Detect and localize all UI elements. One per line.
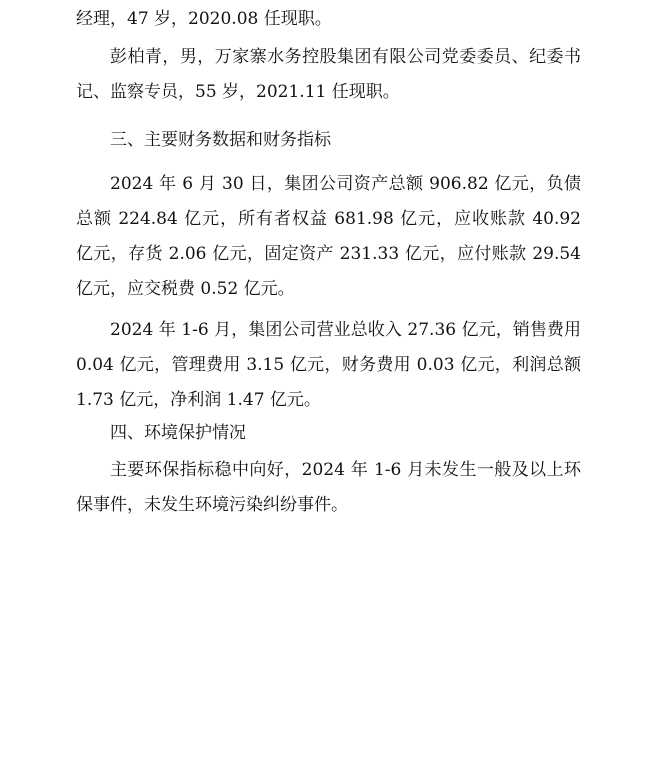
section-heading-financial: 三、主要财务数据和财务指标 — [110, 130, 331, 150]
section-heading-environment: 四、环境保护情况 — [110, 423, 246, 443]
paragraph-continuation: 经理，47 岁，2020.08 任现职。 — [76, 9, 332, 29]
paragraph-balance-sheet: 2024 年 6 月 30 日，集团公司资产总额 906.82 亿元，负债总额 224.84 亿元，所有者权益 681.98 亿元，应收账款 40.92 亿元，存货 2.06 亿元，固定资产 231.33 亿元，应付账款 29.54 亿元，应交税费 0.52 亿元。 — [76, 174, 581, 299]
paragraph-environment: 主要环保指标稳中向好，2024 年 1-6 月未发生一般及以上环保事件，未发生环境污染纠纷事件。 — [76, 460, 581, 515]
paragraph-peng-baiqing: 彭柏青，男，万家寨水务控股集团有限公司党委委员、纪委书记、监察专员，55 岁，2021.11 任现职。 — [76, 47, 581, 102]
paragraph-income-statement: 2024 年 1-6 月，集团公司营业总收入 27.36 亿元，销售费用 0.04 亿元，管理费用 3.15 亿元，财务费用 0.03 亿元，利润总额 1.73 亿元，净利润 1.47 亿元。 — [76, 320, 581, 410]
